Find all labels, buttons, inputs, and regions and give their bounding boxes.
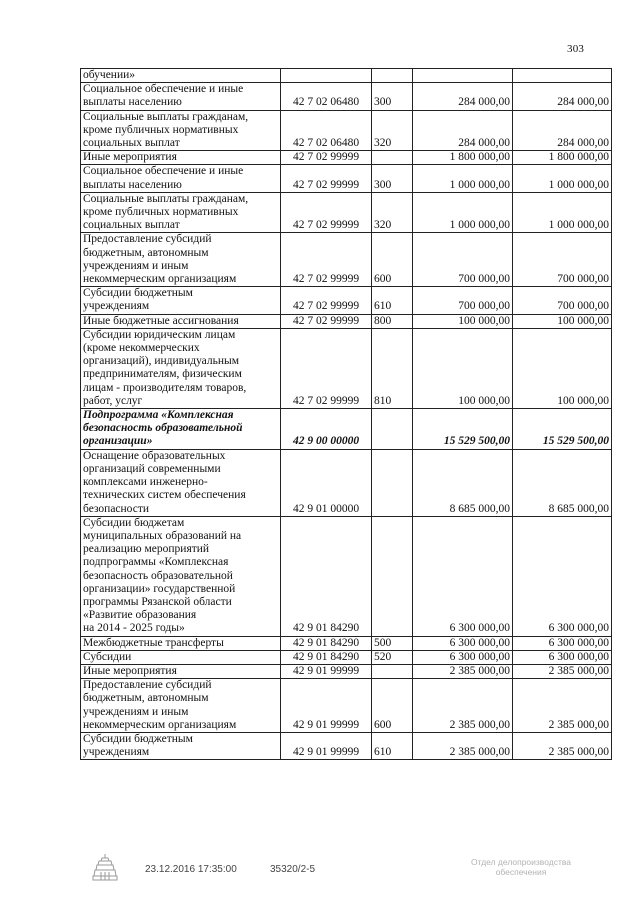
table-row (81, 636, 612, 650)
row-expense-kind (372, 69, 413, 83)
row-expense-kind: 810 (372, 328, 413, 408)
row-amount-1: 15 529 500,00 (413, 409, 513, 450)
government-emblem-icon (92, 852, 118, 882)
row-name: Субсидии юридическим лицам (кроме некоммерческих организаций), индивидуальным предпринимателям, физическим лицам - производителям товаров, работ, услуг (81, 328, 281, 408)
table-row (81, 314, 612, 328)
row-code: 42 7 02 99999 (281, 192, 372, 233)
row-amount-2: 1 000 000,00 (513, 165, 612, 192)
row-code: 42 9 01 84290 (281, 636, 372, 650)
row-code (281, 69, 372, 83)
row-amount-1: 700 000,00 (413, 287, 513, 314)
row-name: Субсидии бюджетным учреждениям (81, 732, 281, 759)
row-name: Социальное обеспечение и иные выплаты населению (81, 83, 281, 110)
row-name: Иные мероприятия (81, 151, 281, 165)
row-amount-1: 6 300 000,00 (413, 650, 513, 664)
row-code: 42 9 01 99999 (281, 732, 372, 759)
row-name: Предоставление субсидий бюджетным, автономным учреждениям и иным некоммерческим организациям (81, 233, 281, 287)
table-row (81, 664, 612, 678)
row-name: Иные мероприятия (81, 664, 281, 678)
row-amount-2: 2 385 000,00 (513, 679, 612, 733)
row-amount-2: 1 800 000,00 (513, 151, 612, 165)
row-code: 42 7 02 99999 (281, 287, 372, 314)
footer (0, 857, 640, 890)
table-row (81, 449, 612, 516)
row-expense-kind: 500 (372, 636, 413, 650)
row-expense-kind: 610 (372, 732, 413, 759)
row-name: Оснащение образовательных организаций современными комплексами инженерно- технических систем обеспечения безопасности (81, 449, 281, 516)
row-amount-2: 6 300 000,00 (513, 650, 612, 664)
page-number: 303 (567, 43, 585, 55)
budget-table-body (81, 69, 612, 760)
row-code: 42 9 01 84290 (281, 650, 372, 664)
row-name: Иные бюджетные ассигнования (81, 314, 281, 328)
row-amount-1: 6 300 000,00 (413, 636, 513, 650)
row-amount-1: 2 385 000,00 (413, 664, 513, 678)
row-amount-1: 6 300 000,00 (413, 516, 513, 636)
row-amount-2: 284 000,00 (513, 110, 612, 151)
row-amount-2: 8 685 000,00 (513, 449, 612, 516)
row-amount-1 (413, 69, 513, 83)
row-name: Субсидии (81, 650, 281, 664)
footer-timestamp: 23.12.2016 17:35:00 (145, 864, 237, 875)
row-code: 42 7 02 99999 (281, 151, 372, 165)
row-expense-kind: 300 (372, 165, 413, 192)
row-code: 42 7 02 99999 (281, 233, 372, 287)
row-code: 42 9 01 84290 (281, 516, 372, 636)
row-amount-1: 100 000,00 (413, 328, 513, 408)
registration-stamp (446, 857, 596, 877)
row-amount-2: 2 385 000,00 (513, 664, 612, 678)
row-amount-2: 700 000,00 (513, 233, 612, 287)
row-amount-2: 284 000,00 (513, 83, 612, 110)
row-amount-2: 15 529 500,00 (513, 409, 612, 450)
row-name: Подпрограмма «Комплексная безопасность образовательной организации» (81, 409, 281, 450)
table-row (81, 69, 612, 83)
row-expense-kind: 800 (372, 314, 413, 328)
row-amount-2: 700 000,00 (513, 287, 612, 314)
row-amount-2: 100 000,00 (513, 314, 612, 328)
table-row (81, 732, 612, 759)
row-expense-kind (372, 449, 413, 516)
table-row (81, 192, 612, 233)
row-amount-1: 100 000,00 (413, 314, 513, 328)
table-row (81, 679, 612, 733)
row-amount-2: 1 000 000,00 (513, 192, 612, 233)
row-amount-2: 2 385 000,00 (513, 732, 612, 759)
row-code: 42 9 01 00000 (281, 449, 372, 516)
stamp-line-2: обеспечения (495, 867, 547, 877)
row-code: 42 7 02 99999 (281, 314, 372, 328)
row-code: 42 9 01 99999 (281, 679, 372, 733)
row-expense-kind: 320 (372, 192, 413, 233)
row-name: Субсидии бюджетам муниципальных образований на реализацию мероприятий подпрограммы «Комплексная безопасность образовательной организации» государственной программы Рязанской области «Развитие образования на 2014 - 2025 годы» (81, 516, 281, 636)
stamp-line-1: Отдел делопроизводства (470, 857, 572, 867)
table-row (81, 110, 612, 151)
row-amount-2: 6 300 000,00 (513, 636, 612, 650)
row-code: 42 9 00 00000 (281, 409, 372, 450)
row-expense-kind (372, 151, 413, 165)
row-expense-kind: 600 (372, 233, 413, 287)
row-code: 42 7 02 06480 (281, 110, 372, 151)
row-expense-kind: 520 (372, 650, 413, 664)
row-amount-1: 1 000 000,00 (413, 165, 513, 192)
row-name: Социальные выплаты гражданам, кроме публичных нормативных социальных выплат (81, 110, 281, 151)
row-expense-kind: 320 (372, 110, 413, 151)
row-name: Социальные выплаты гражданам, кроме публичных нормативных социальных выплат (81, 192, 281, 233)
row-expense-kind: 610 (372, 287, 413, 314)
table-row (81, 328, 612, 408)
table-row (81, 151, 612, 165)
row-code: 42 7 02 99999 (281, 165, 372, 192)
row-code: 42 7 02 99999 (281, 328, 372, 408)
row-amount-1: 1 800 000,00 (413, 151, 513, 165)
row-amount-1: 700 000,00 (413, 233, 513, 287)
row-code: 42 7 02 06480 (281, 83, 372, 110)
row-amount-2: 6 300 000,00 (513, 516, 612, 636)
row-amount-2: 100 000,00 (513, 328, 612, 408)
row-amount-1: 1 000 000,00 (413, 192, 513, 233)
row-expense-kind: 600 (372, 679, 413, 733)
row-amount-1: 2 385 000,00 (413, 732, 513, 759)
row-name: Социальное обеспечение и иные выплаты населению (81, 165, 281, 192)
row-expense-kind (372, 516, 413, 636)
table-row (81, 516, 612, 636)
table-row (81, 165, 612, 192)
table-row (81, 287, 612, 314)
row-name: Субсидии бюджетным учреждениям (81, 287, 281, 314)
row-amount-1: 2 385 000,00 (413, 679, 513, 733)
table-row (81, 233, 612, 287)
row-expense-kind (372, 664, 413, 678)
budget-table (80, 68, 612, 760)
row-amount-1: 284 000,00 (413, 110, 513, 151)
table-row (81, 83, 612, 110)
row-name: Межбюджетные трансферты (81, 636, 281, 650)
row-code: 42 9 01 99999 (281, 664, 372, 678)
row-amount-1: 8 685 000,00 (413, 449, 513, 516)
row-expense-kind: 300 (372, 83, 413, 110)
row-name: Предоставление субсидий бюджетным, автономным учреждениям и иным некоммерческим организациям (81, 679, 281, 733)
row-amount-1: 284 000,00 (413, 83, 513, 110)
row-expense-kind (372, 409, 413, 450)
row-name: обучении» (81, 69, 281, 83)
table-row (81, 650, 612, 664)
table-row (81, 409, 612, 450)
footer-doc-number: 35320/2-5 (270, 864, 316, 875)
row-amount-2 (513, 69, 612, 83)
